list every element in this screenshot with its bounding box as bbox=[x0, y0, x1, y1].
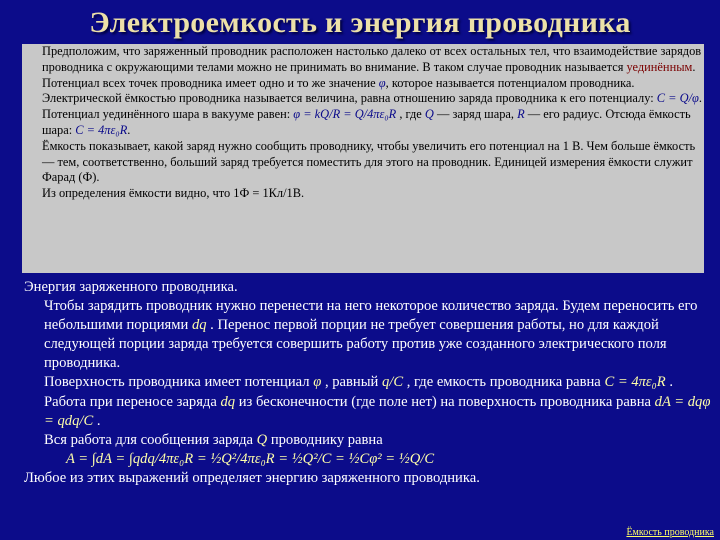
symbol-r: R bbox=[517, 107, 525, 122]
text: . Потенциал всех точек проводника имеет одно и то же значение bbox=[42, 59, 696, 90]
text: . bbox=[93, 412, 101, 429]
formula-text: A = ∫dA = ∫qdq/4πε₀R = ½Q²/4πε₀R = ½Q²/C = ½Cφ² = ½Q/C bbox=[66, 450, 435, 467]
text: . Перенос первой порции не требует совершения работы, но для каждой следующей порции заряда требуется совершить работу против уже созданного электрического поля проводника. bbox=[44, 317, 667, 372]
text: из бесконечности (где поле нет) на поверхность проводника равна bbox=[235, 393, 655, 410]
paragraph-isolated-conductor bbox=[22, 44, 704, 91]
paragraph-charging bbox=[24, 297, 714, 373]
paragraph-farad: Из определения ёмкости видно, что 1Ф = 1Кл/1В. bbox=[42, 186, 305, 201]
symbol-dq: dq bbox=[220, 393, 236, 410]
paragraph-surface-potential bbox=[24, 373, 714, 430]
text: Чтобы зарядить проводник нужно перенести на него некоторое количество заряда. Будем переносить его небольшими порциями bbox=[44, 298, 698, 334]
text: , где bbox=[396, 107, 425, 122]
term-isolated: уединённым bbox=[626, 59, 693, 74]
formula-sphere-potential: φ = kQ/R = Q/4πε₀R bbox=[293, 107, 397, 122]
symbol-q: Q bbox=[256, 431, 268, 448]
text: — его радиус. Отсюда ёмкость шара: bbox=[42, 107, 691, 137]
formula-work-element: dA = dqφ = qdq/C bbox=[44, 393, 711, 429]
symbol-phi: φ bbox=[378, 75, 386, 90]
text: , равный bbox=[321, 374, 382, 391]
formula-capacitance: C = 4πε₀R bbox=[604, 374, 666, 391]
formula-sphere-capacitance: C = 4πε₀R bbox=[75, 122, 128, 137]
formula-total-energy bbox=[24, 450, 714, 469]
text: — заряд шара, bbox=[433, 107, 518, 122]
text: Электрической ёмкостью проводника называется величина, равна отношению заряда проводника к его потенциалу: bbox=[42, 91, 657, 106]
energy-section bbox=[24, 278, 714, 488]
symbol-q: Q bbox=[424, 107, 434, 122]
symbol-phi: φ bbox=[313, 374, 322, 391]
text: Предположим, что заряженный проводник расположен настолько далеко от всех остальных тел, что взаимодействие зарядов проводника с окружающими телами можно не принимать во внимание. В таком случае проводник называется bbox=[42, 44, 702, 74]
conductor-capacitance-link[interactable]: Ёмкость проводника bbox=[626, 527, 714, 538]
formula-q-over-c: q/C bbox=[381, 374, 404, 391]
text: . bbox=[127, 122, 131, 137]
text: . bbox=[698, 91, 702, 106]
paragraph-total-work bbox=[24, 431, 714, 450]
paragraph-capacitance-definition bbox=[22, 91, 704, 107]
text: Вся работа для сообщения заряда bbox=[44, 431, 257, 448]
slide-title: Электроемкость и энергия проводника bbox=[89, 6, 631, 39]
text: Потенциал уединённого шара в вакууме равен: bbox=[42, 107, 294, 122]
text: , которое называется потенциалом проводника. bbox=[385, 75, 635, 90]
paragraph-capacitance-meaning: Ёмкость показывает, какой заряд нужно сообщить проводнику, чтобы увеличить его потенциал на 1 В. Чем больше ёмкость — тем, соответственно, больший заряд требуется поместить для этого на проводник. Единицей измерения ёмкости служит Фарад (Ф). bbox=[42, 138, 696, 185]
paragraph-conclusion: Любое из этих выражений определяет энергию заряженного проводника. bbox=[24, 469, 480, 486]
symbol-dq: dq bbox=[191, 317, 207, 334]
text: Поверхность проводника имеет потенциал bbox=[44, 374, 314, 391]
text: . Работа при переносе заряда bbox=[44, 374, 673, 410]
text: , где емкость проводника равна bbox=[403, 374, 605, 391]
text: проводнику равна bbox=[267, 431, 383, 448]
paragraph-sphere-potential bbox=[22, 107, 704, 139]
formula-capacitance: C = Q/φ bbox=[656, 91, 699, 106]
definition-panel bbox=[22, 44, 704, 273]
section-heading: Энергия заряженного проводника. bbox=[24, 279, 238, 295]
